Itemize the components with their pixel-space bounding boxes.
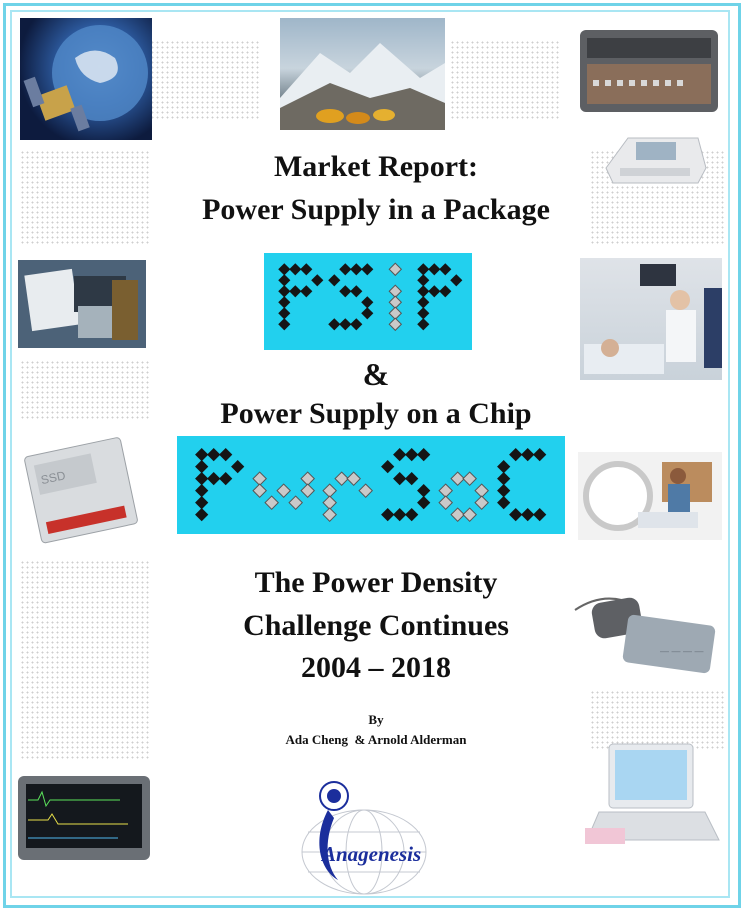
chip-square [451, 508, 464, 521]
chip-square [289, 496, 302, 509]
chip-square [417, 263, 429, 275]
chip-square [463, 472, 476, 485]
chip-square [289, 285, 301, 297]
chip-square [389, 263, 401, 275]
power-module-photo [575, 20, 723, 122]
chip-square [439, 285, 451, 297]
chip-square [475, 496, 488, 509]
anagenesis-logo [292, 770, 432, 898]
chip-square [278, 296, 290, 308]
subtitle-line-2: Challenge Continues [243, 609, 509, 642]
chip-square [207, 472, 220, 485]
pwrsoc-chip-logo [177, 436, 565, 534]
chip-square [359, 484, 372, 497]
chip-square [497, 460, 510, 473]
chip-square [439, 496, 452, 509]
by-label: By [368, 712, 384, 727]
title-line-2: Power Supply in a Package [202, 193, 550, 226]
chip-square [521, 508, 534, 521]
chip-square [300, 263, 312, 275]
svg-text:— — — —: — — — — [660, 646, 704, 656]
chip-square [417, 496, 430, 509]
chip-square [463, 508, 476, 521]
chip-square [289, 263, 301, 275]
dot-pattern [450, 40, 560, 120]
chip-square [195, 508, 208, 521]
chip-square [393, 472, 406, 485]
chip-square [328, 274, 340, 286]
chip-square [328, 318, 340, 330]
chip-square [301, 484, 314, 497]
chip-square [417, 274, 429, 286]
chip-square [278, 274, 290, 286]
chip-square [389, 318, 401, 330]
chip-square [350, 318, 362, 330]
psip-chip-logo [264, 253, 472, 350]
chip-square [195, 460, 208, 473]
chip-square [301, 472, 314, 485]
chip-square [417, 285, 429, 297]
medical-scanner-photo [578, 452, 722, 540]
svg-text:SSD: SSD [39, 468, 67, 488]
chip-square [450, 274, 462, 286]
chip-square [428, 263, 440, 275]
chip-square [497, 472, 510, 485]
chip-square [533, 448, 546, 461]
chip-square [417, 484, 430, 497]
chip-square [323, 496, 336, 509]
chip-square [311, 274, 323, 286]
chip-square [195, 496, 208, 509]
chip-square [451, 472, 464, 485]
chip-square [533, 508, 546, 521]
chip-square [475, 484, 488, 497]
chip-square [323, 508, 336, 521]
chip-square [207, 448, 220, 461]
chip-square [417, 296, 429, 308]
chip-square [509, 508, 522, 521]
chip-square [405, 472, 418, 485]
chip-square [323, 484, 336, 497]
chip-square [195, 484, 208, 497]
patient-monitor-photo [18, 776, 150, 860]
chip-square [393, 508, 406, 521]
chip-square [509, 448, 522, 461]
chip-square [361, 263, 373, 275]
chip-square [350, 263, 362, 275]
chip-square [417, 307, 429, 319]
chip-square [428, 285, 440, 297]
chip-square [253, 472, 266, 485]
chip-square [219, 448, 232, 461]
chip-square [278, 318, 290, 330]
title-line-1: Market Report: [273, 150, 479, 183]
chip-square [381, 460, 394, 473]
chip-square [253, 484, 266, 497]
authors: Ada Cheng & Arnold Alderman [285, 732, 467, 747]
chip-square [417, 318, 429, 330]
chip-square [405, 448, 418, 461]
chip-square [335, 472, 348, 485]
satellite-earth-photo [20, 18, 152, 140]
laptop-photo [585, 740, 723, 852]
memory-cards-photo [18, 260, 146, 348]
years: 2004 – 2018 [301, 651, 451, 684]
dot-pattern [150, 40, 260, 120]
chip-square [300, 285, 312, 297]
chip-square [195, 472, 208, 485]
chip-square [350, 285, 362, 297]
chip-square [521, 448, 534, 461]
chip-square [439, 484, 452, 497]
chip-square [361, 307, 373, 319]
logo-wordmark: Anagenesis [322, 842, 422, 866]
chip-square [339, 285, 351, 297]
chip-square [231, 460, 244, 473]
chip-square [219, 472, 232, 485]
chip-square [393, 448, 406, 461]
chip-square [497, 484, 510, 497]
chip-square [361, 296, 373, 308]
chip-square [381, 508, 394, 521]
chip-square [405, 508, 418, 521]
mountain-expedition-photo [280, 18, 445, 130]
chip-square [277, 484, 290, 497]
globe-logo-icon [292, 770, 432, 898]
chip-square [278, 285, 290, 297]
chip-square [497, 496, 510, 509]
ssd-drive-photo [18, 430, 146, 548]
chip-square [195, 448, 208, 461]
chip-square [265, 496, 278, 509]
subtitle-line-1: The Power Density [254, 566, 498, 599]
ampersand: & [362, 356, 390, 392]
chip-square [339, 263, 351, 275]
chip-square [439, 263, 451, 275]
chip-square [347, 472, 360, 485]
chip-square [278, 307, 290, 319]
chip-square [278, 263, 290, 275]
chip-square [339, 318, 351, 330]
chip-square [417, 448, 430, 461]
title-line-3: Power Supply on a Chip [220, 397, 532, 430]
